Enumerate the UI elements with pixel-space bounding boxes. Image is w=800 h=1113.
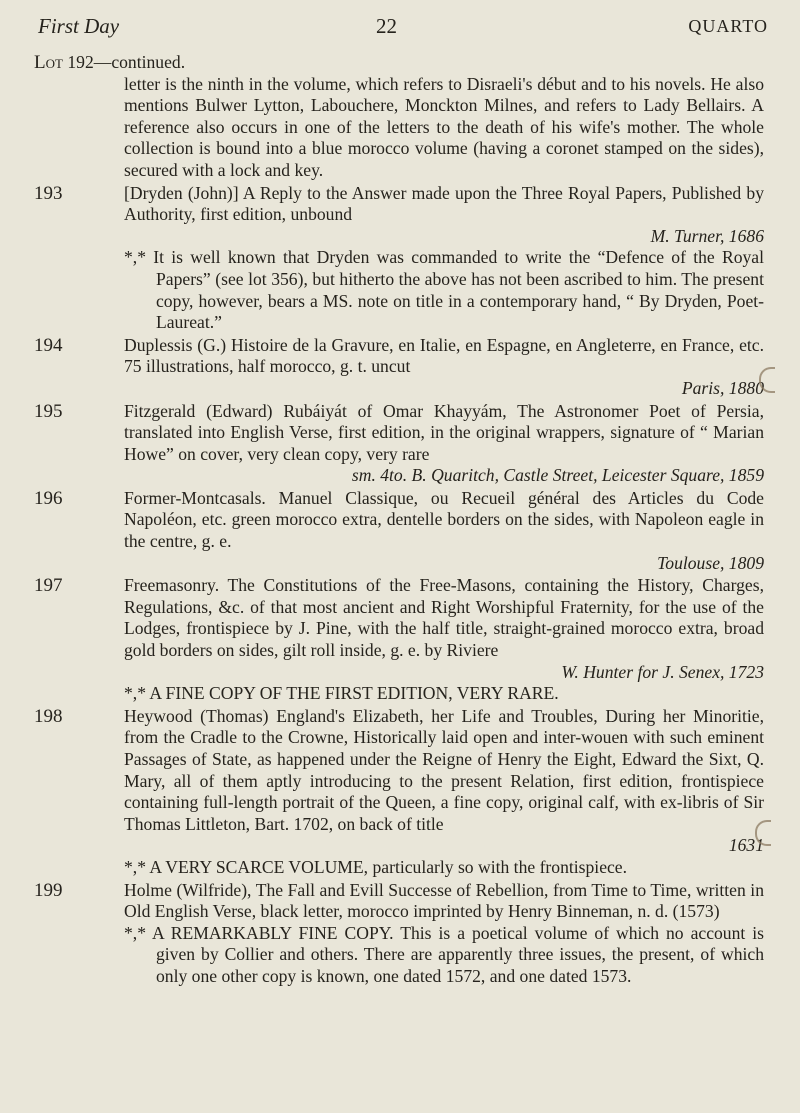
continuation-title: 192—continued. — [67, 52, 186, 72]
continuation-text: letter is the ninth in the volume, which refers to Disraeli's début and to his novels. He also mentions Bulwer Lytton, Labouchere, Monckton Milnes, and refers to Lady Bellairs. A reference also occurs in one of the letters to the death of his wife's mother. The whole collection is bound into a blue morocco volume (having a coronet stamped on the sides), secured with a lock and key. — [124, 73, 764, 180]
margin-mark — [755, 820, 771, 846]
lot-entry-197 — [34, 575, 764, 705]
lot-entry-195 — [34, 401, 764, 487]
lot-note: *,* A FINE COPY OF THE FIRST EDITION, VERY RARE. — [124, 683, 559, 704]
lot-description — [124, 488, 764, 574]
lot-number: 199 — [34, 879, 63, 901]
lot-description — [124, 880, 764, 988]
lot-number: 198 — [34, 705, 63, 727]
lot-entry-198 — [34, 706, 764, 879]
lot-imprint: Paris, 1880 — [681, 377, 764, 398]
lot-number: 195 — [34, 400, 63, 422]
lot-imprint: Toulouse, 1809 — [657, 552, 764, 573]
lot-note: *,* A REMARKABLY FINE COPY. This is a poetical volume of which no account is given by Collier and others. There are apparently three issues, the present, of which only one other copy is known, one dated 1572, and one dated 1573. — [124, 922, 764, 986]
lot-entry-199 — [34, 880, 764, 988]
format-heading: QUARTO — [688, 16, 768, 36]
lot-description — [124, 335, 764, 400]
lot-number: 194 — [34, 334, 63, 356]
lot-note: *,* It is well known that Dryden was commanded to write the “Defence of the Royal Papers” (see lot 356), but hitherto the above has not been ascribed to him. The present copy, however, bears a MS. note on title in a contemporary hand, “ By Dryden, Poet-Laureat.” — [124, 247, 764, 333]
lot-text: Heywood (Thomas) England's Elizabeth, her Life and Troubles, During her Minoritie, from the Cradle to the Crowne, Historically laid open and inter-wouen with such eminent Passages of State, as happened under the Reigne of Henry the Eight, Edward the Sixt, Q. Mary, all of them aptly introducing to the present Relation, first edition, frontispiece containing full-length portrait of the Queen, a fine copy, original calf, with ex-libris of Sir Thomas Littleton, Bart. 1702, on back of title — [124, 705, 764, 834]
lot-text: Duplessis (G.) Histoire de la Gravure, en Italie, en Espagne, en Angleterre, en France, etc. 75 illustrations, half morocco, g. t. uncut — [124, 334, 764, 377]
lot-note: *,* A VERY SCARCE VOLUME, particularly so with the frontispiece. — [124, 856, 628, 877]
lot-number: 193 — [34, 182, 63, 204]
lot-text: Holme (Wilfride), The Fall and Evill Successe of Rebellion, from Time to Time, written in Old English Verse, black letter, morocco imprinted by Henry Binneman, n. d. (1573) — [124, 879, 764, 922]
lot-entry-196 — [34, 488, 764, 574]
lot-description — [124, 706, 764, 879]
lot-listing — [34, 52, 764, 988]
lot-label: Lot — [34, 52, 63, 73]
lot-text: Former-Montcasals. Manuel Classique, ou Recueil général des Articles du Code Napoléon, etc. green morocco extra, dentelle borders on the sides, with Napoleon eagle in the centre, g. e. — [124, 487, 764, 552]
page-header — [38, 14, 768, 42]
lot-entry-193 — [34, 183, 764, 334]
lot-text: Fitzgerald (Edward) Rubáiyát of Omar Khayyám, The Astronomer Poet of Persia, translated into English Verse, first edition, in the original wrappers, signature of “ Marian Howe” on cover, very clean copy, very rare — [124, 400, 764, 464]
lot-imprint: 1631 — [728, 835, 764, 856]
lot-description — [124, 183, 764, 334]
lot-text: [Dryden (John)] A Reply to the Answer made upon the Three Royal Papers, Published by Authority, first edition, unbound — [124, 182, 764, 225]
lot-imprint: M. Turner, 1686 — [650, 225, 764, 246]
lot-imprint: W. Hunter for J. Senex, 1723 — [561, 661, 764, 682]
lot-number: 197 — [34, 575, 63, 597]
lot-entry-194 — [34, 335, 764, 400]
margin-mark — [759, 367, 775, 393]
lot-imprint: sm. 4to. B. Quaritch, Castle Street, Leicester Square, 1859 — [351, 465, 764, 486]
lot-number: 196 — [34, 487, 63, 509]
continuation-heading — [34, 52, 764, 74]
continuation-block — [34, 74, 764, 182]
day-heading: First Day — [38, 14, 120, 38]
lot-text: Freemasonry. The Constitutions of the Free-Masons, containing the History, Charges, Regulations, &c. of that most ancient and Right Worshipful Fraternity, for the use of the Lodges, frontispiece by J. Pine, with the half title, straight-grained morocco extra, broad gold borders on sides, gilt roll inside, g. e. by Riviere — [124, 575, 764, 661]
lot-description — [124, 575, 764, 705]
page-number: 22 — [376, 14, 397, 38]
lot-description — [124, 401, 764, 487]
